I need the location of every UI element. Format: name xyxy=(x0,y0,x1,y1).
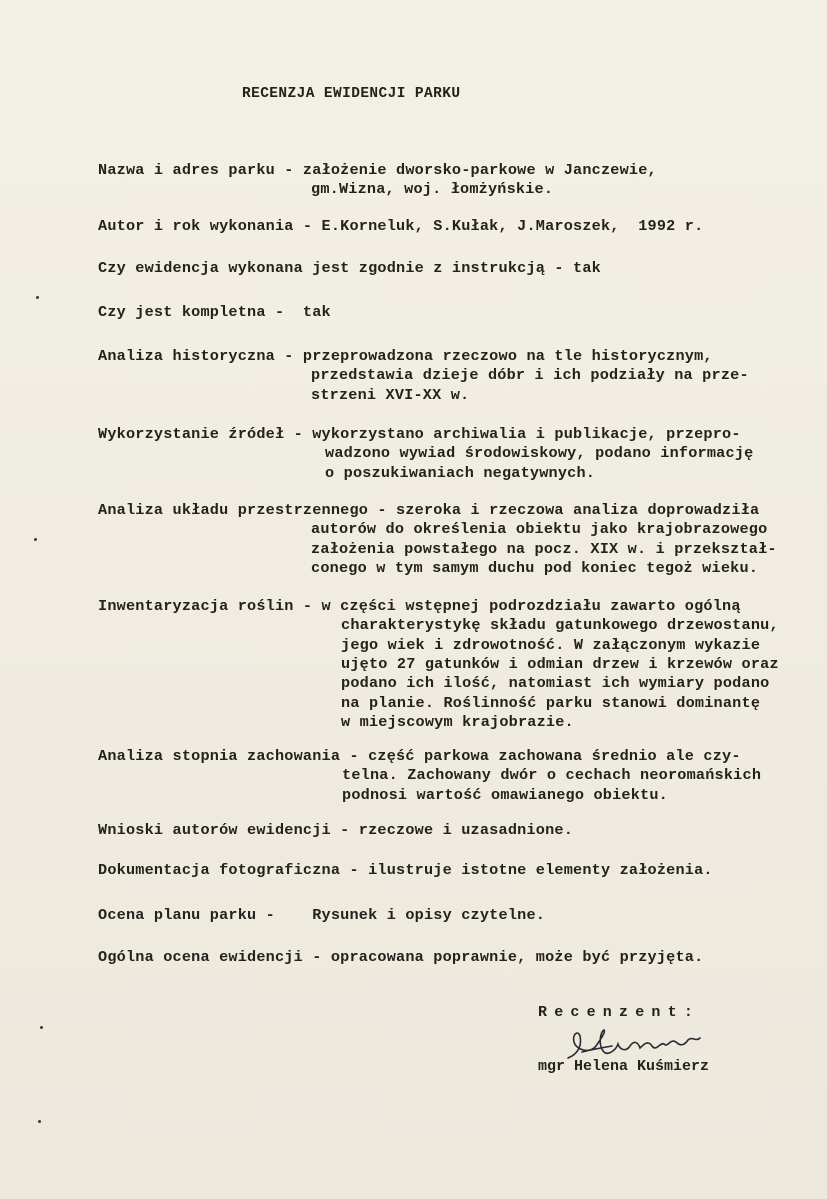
review-line: Czy jest kompletna - tak xyxy=(98,303,331,321)
review-line: Analiza stopnia zachowania - część parkowa zachowana średnio ale czy- xyxy=(98,747,741,765)
review-line: Ogólna ocena ewidencji - opracowana poprawnie, może być przyjęta. xyxy=(98,948,704,966)
document-title: RECENZJA EWIDENCJI PARKU xyxy=(242,86,461,102)
review-line: Inwentaryzacja roślin - w części wstępnej podrozdziału zawarto ogólną xyxy=(98,597,741,615)
review-line: Nazwa i adres parku - założenie dworsko-parkowe w Janczewie, xyxy=(98,161,657,179)
margin-dot xyxy=(34,538,37,541)
reviewer-label: Recenzent: xyxy=(538,1004,701,1021)
margin-dot xyxy=(36,296,39,299)
review-line: telna. Zachowany dwór o cechach neoromańskich xyxy=(342,766,762,785)
review-line: założenia powstałego na pocz. XIX w. i przekształ- xyxy=(311,539,777,558)
review-line: charakterystykę składu gatunkowego drzewostanu, xyxy=(341,616,779,635)
review-line: Dokumentacja fotograficzna - ilustruje istotne elementy założenia. xyxy=(98,861,713,879)
review-line: ujęto 27 gatunków i odmian drzew i krzewów oraz xyxy=(341,654,779,673)
review-line: Ocena planu parku - Rysunek i opisy czytelne. xyxy=(98,906,546,924)
review-line: przedstawia dzieje dóbr i ich podziały na prze- xyxy=(311,366,749,385)
review-line: Analiza układu przestrzennego - szeroka i rzeczowa analiza doprowadziła xyxy=(98,501,760,519)
review-line: Wnioski autorów ewidencji - rzeczowe i uzasadnione. xyxy=(98,821,574,839)
review-line: gm.Wizna, woj. łomżyńskie. xyxy=(311,180,554,199)
review-line: strzeni XVI-XX w. xyxy=(311,385,470,404)
reviewer-name: mgr Helena Kuśmierz xyxy=(538,1058,710,1075)
review-line: autorów do określenia obiektu jako krajobrazowego xyxy=(311,520,768,539)
review-line: w miejscowym krajobrazie. xyxy=(341,712,574,731)
review-line: Analiza historyczna - przeprowadzona rzeczowo na tle historycznym, xyxy=(98,347,713,365)
review-line: Autor i rok wykonania - E.Korneluk, S.Kułak, J.Maroszek, 1992 r. xyxy=(98,217,704,235)
margin-dot xyxy=(38,1120,41,1123)
review-line: conego w tym samym duchu pod koniec tegoż wieku. xyxy=(311,558,759,577)
review-line: Czy ewidencja wykonana jest zgodnie z instrukcją - tak xyxy=(98,259,601,277)
margin-dot xyxy=(40,1026,43,1029)
review-line: Wykorzystanie źródeł - wykorzystano archiwalia i publikacje, przepro- xyxy=(98,425,741,443)
review-line: na planie. Roślinność parku stanowi dominantę xyxy=(341,693,761,712)
review-line: podano ich ilość, natomiast ich wymiary podano xyxy=(341,674,770,693)
review-line: jego wiek i zdrowotność. W załączonym wykazie xyxy=(341,635,761,654)
review-line: o poszukiwaniach negatywnych. xyxy=(325,463,596,482)
review-line: wadzono wywiad środowiskowy, podano informację xyxy=(325,444,754,463)
review-line: podnosi wartość omawianego obiektu. xyxy=(342,785,668,804)
